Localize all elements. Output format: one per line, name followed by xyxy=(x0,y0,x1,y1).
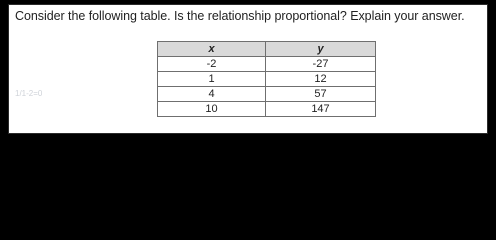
xy-table xyxy=(157,41,376,117)
cell-x: 1 xyxy=(158,72,266,87)
question-text: Consider the following table. Is the relationship proportional? Explain your answer. xyxy=(15,9,465,23)
cell-y: -27 xyxy=(266,57,376,72)
cell-x: -2 xyxy=(158,57,266,72)
cell-x: 10 xyxy=(158,102,266,117)
cell-y: 147 xyxy=(266,102,376,117)
header-y: y xyxy=(266,42,376,57)
cell-y: 57 xyxy=(266,87,376,102)
table-header-row xyxy=(158,42,376,57)
table-row xyxy=(158,102,376,117)
cell-y: 12 xyxy=(266,72,376,87)
cell-x: 4 xyxy=(158,87,266,102)
table-row xyxy=(158,57,376,72)
table-row xyxy=(158,72,376,87)
table-row xyxy=(158,87,376,102)
faint-watermark-text: 1/1-2=0 xyxy=(15,89,43,98)
question-card xyxy=(8,4,488,134)
header-x: x xyxy=(158,42,266,57)
